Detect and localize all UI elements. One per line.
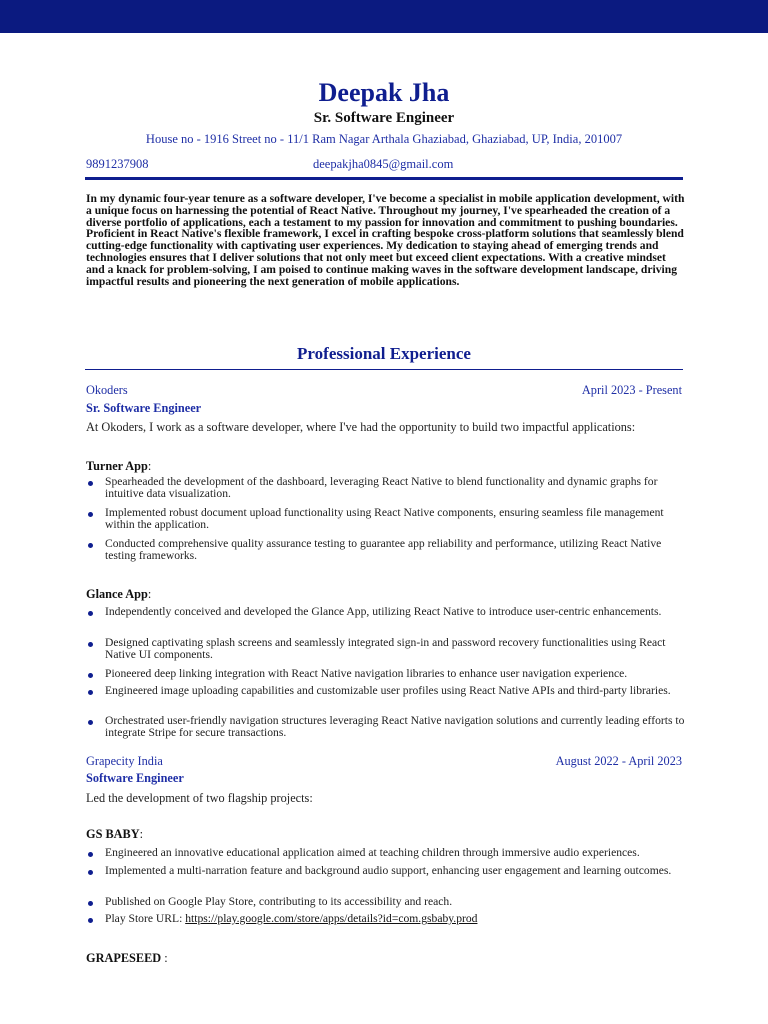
bullet-icon [88, 481, 93, 486]
bullet-icon [88, 512, 93, 517]
list-item: Play Store URL: https://play.google.com/store/apps/details?id=com.gsbaby.prod [86, 913, 686, 930]
list-item: Pioneered deep linking integration with React Native navigation libraries to enhance user navigation experience. [86, 668, 686, 685]
bullet-icon [88, 852, 93, 857]
list-item: Engineered image uploading capabilities and customizable user profiles using React Native APIs and third-party libraries. [86, 685, 686, 715]
bullet-icon [88, 720, 93, 725]
list-item: Independently conceived and developed the Glance App, utilizing React Native to introduce user-centric enhancements. [86, 606, 686, 637]
bullet-icon [88, 543, 93, 548]
section-title-experience: Professional Experience [297, 344, 471, 363]
profile-summary: In my dynamic four-year tenure as a software developer, I've become a specialist in mobile application development, with a unique focus on harnessing the potential of React Native. Throughout my journey, I've spearheaded the creation of a diverse portfolio of applications, each a testament to my passion for innovation and commitment to pushing boundaries. Proficient in React Native's flexible framework, I excel in crafting bespoke cross-platform solutions that seamlessly blend cutting-edge functionality with captivating user experiences. My dedication to staying ahead of emerging trends and technologies ensures that I deliver solutions that not only meet but exceed client expectations. With a creative mindset and a knack for problem-solving, I am poised to continue making waves in the software development landscape, driving impactful results and pioneering the next generation of mobile applications. [86, 192, 685, 288]
email-link[interactable]: deepakjha0845@gmail.com [313, 157, 454, 171]
company-name: Okoders [86, 383, 128, 397]
job-intro: At Okoders, I work as a software developer, where I've had the opportunity to build two impactful applications: [86, 420, 636, 434]
job-title: Sr. Software Engineer [86, 401, 202, 415]
candidate-name: Deepak Jha [318, 78, 450, 107]
list-item: Spearheaded the development of the dashboard, leveraging React Native to blend functionality and dynamic graphs for intuitive data visualization. [86, 476, 686, 507]
list-item: Orchestrated user-friendly navigation structures leveraging React Native navigation solutions and currently leading efforts to integrate Stripe for secure transactions. [86, 715, 686, 743]
project-heading: Turner App: [86, 459, 152, 473]
bullet-icon [88, 870, 93, 875]
list-item: Conducted comprehensive quality assurance testing to guarantee app reliability and performance, utilizing React Native testing frameworks. [86, 538, 686, 569]
job-title: Software Engineer [86, 771, 184, 785]
play-store-link[interactable]: https://play.google.com/store/apps/details?id=com.gsbaby.prod [185, 912, 478, 925]
list-item: Engineered an innovative educational application aimed at teaching children through immersive audio experiences. [86, 847, 686, 865]
company-name: Grapecity India [86, 754, 163, 768]
bullet-icon [88, 642, 93, 647]
list-item: Implemented a multi-narration feature and background audio support, enhancing user engagement and learning outcomes. [86, 865, 686, 896]
section-divider [85, 369, 683, 370]
list-item: Designed captivating splash screens and seamlessly integrated sign-in and password recovery functionalities using React Native UI components. [86, 637, 686, 668]
project-bullet-list [86, 476, 686, 569]
project-heading: Glance App: [86, 587, 152, 601]
list-item: Published on Google Play Store, contributing to its accessibility and reach. [86, 896, 686, 913]
project-bullet-list [86, 847, 686, 930]
bullet-icon [88, 690, 93, 695]
employment-dates: April 2023 - Present [581, 383, 682, 397]
bullet-icon [88, 901, 93, 906]
phone-number: 9891237908 [86, 157, 149, 171]
employment-dates: August 2022 - April 2023 [555, 754, 682, 768]
project-heading: GS BABY: [86, 827, 144, 841]
list-item: Implemented robust document upload functionality using React Native components, ensuring seamless file management within the application. [86, 507, 686, 538]
header-divider [85, 177, 683, 180]
header-accent-bar [0, 0, 768, 33]
bullet-icon [88, 918, 93, 923]
project-bullet-list [86, 606, 686, 743]
bullet-icon [88, 611, 93, 616]
project-heading: GRAPESEED : [86, 951, 168, 965]
address: House no - 1916 Street no - 11/1 Ram Nagar Arthala Ghaziabad, Ghaziabad, UP, India, 201007 [145, 132, 623, 146]
bullet-icon [88, 673, 93, 678]
candidate-role: Sr. Software Engineer [313, 110, 455, 126]
job-intro: Led the development of two flagship projects: [86, 791, 313, 805]
